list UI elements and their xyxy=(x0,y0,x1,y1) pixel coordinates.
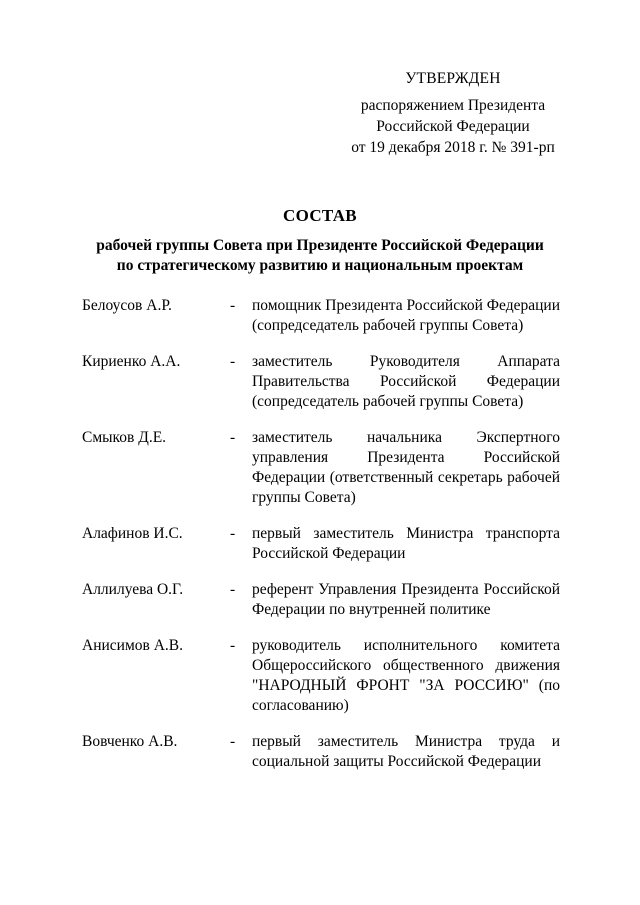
member-row xyxy=(82,732,560,772)
member-row xyxy=(82,524,560,564)
approval-block xyxy=(338,68,568,158)
member-row xyxy=(82,428,560,508)
member-position: помощник Президента Российской Федерации (сопредседатель рабочей группы Совета) xyxy=(252,297,560,334)
member-dash: - xyxy=(230,733,236,750)
member-dash: - xyxy=(230,353,236,370)
member-dash: - xyxy=(230,637,236,654)
member-name: Аллилуева О.Г. xyxy=(82,581,184,598)
subtitle-line-2: по стратегическому развитию и национальным проектам xyxy=(116,257,524,274)
member-position: руководитель исполнительного комитета Общероссийского общественного движения "НАРОДНЫЙ ФРОНТ "ЗА РОССИЮ" (по согласованию) xyxy=(252,637,560,714)
member-position: заместитель начальника Экспертного управления Президента Российской Федерации (ответственный секретарь рабочей группы Совета) xyxy=(252,429,560,506)
member-name: Вовченко А.В. xyxy=(82,733,178,750)
member-dash: - xyxy=(230,429,236,446)
member-row xyxy=(82,636,560,716)
member-name: Алафинов И.С. xyxy=(82,525,183,542)
member-row xyxy=(82,296,560,336)
member-position: референт Управления Президента Российской Федерации по внутренней политике xyxy=(252,581,560,618)
approval-date-number: от 19 декабря 2018 г. № 391-рп xyxy=(351,139,555,156)
document-title: СОСТАВ xyxy=(283,206,357,225)
member-position: первый заместитель Министра труда и социальной защиты Российской Федерации xyxy=(252,733,560,770)
member-dash: - xyxy=(230,297,236,314)
approved-stamp-text: УТВЕРЖДЕН xyxy=(405,70,501,87)
member-name: Кириенко А.А. xyxy=(82,353,181,370)
member-row xyxy=(82,352,560,412)
subtitle-line-1: рабочей группы Совета при Президенте Российской Федерации xyxy=(96,237,544,254)
member-position: заместитель Руководителя Аппарата Правительства Российской Федерации (сопредседатель рабочей группы Совета) xyxy=(252,353,560,410)
member-name: Смыков Д.Е. xyxy=(82,429,167,446)
document-subtitle xyxy=(60,236,580,276)
member-row xyxy=(82,580,560,620)
member-dash: - xyxy=(230,525,236,542)
member-name: Белоусов А.Р. xyxy=(82,297,172,314)
member-list xyxy=(82,296,560,788)
member-name: Анисимов А.В. xyxy=(82,637,183,654)
approval-line-2: Российской Федерации xyxy=(376,118,530,135)
member-dash: - xyxy=(230,581,236,598)
document-heading xyxy=(60,206,580,276)
member-position: первый заместитель Министра транспорта Российской Федерации xyxy=(252,525,560,562)
approval-line-1: распоряжением Президента xyxy=(360,97,546,114)
